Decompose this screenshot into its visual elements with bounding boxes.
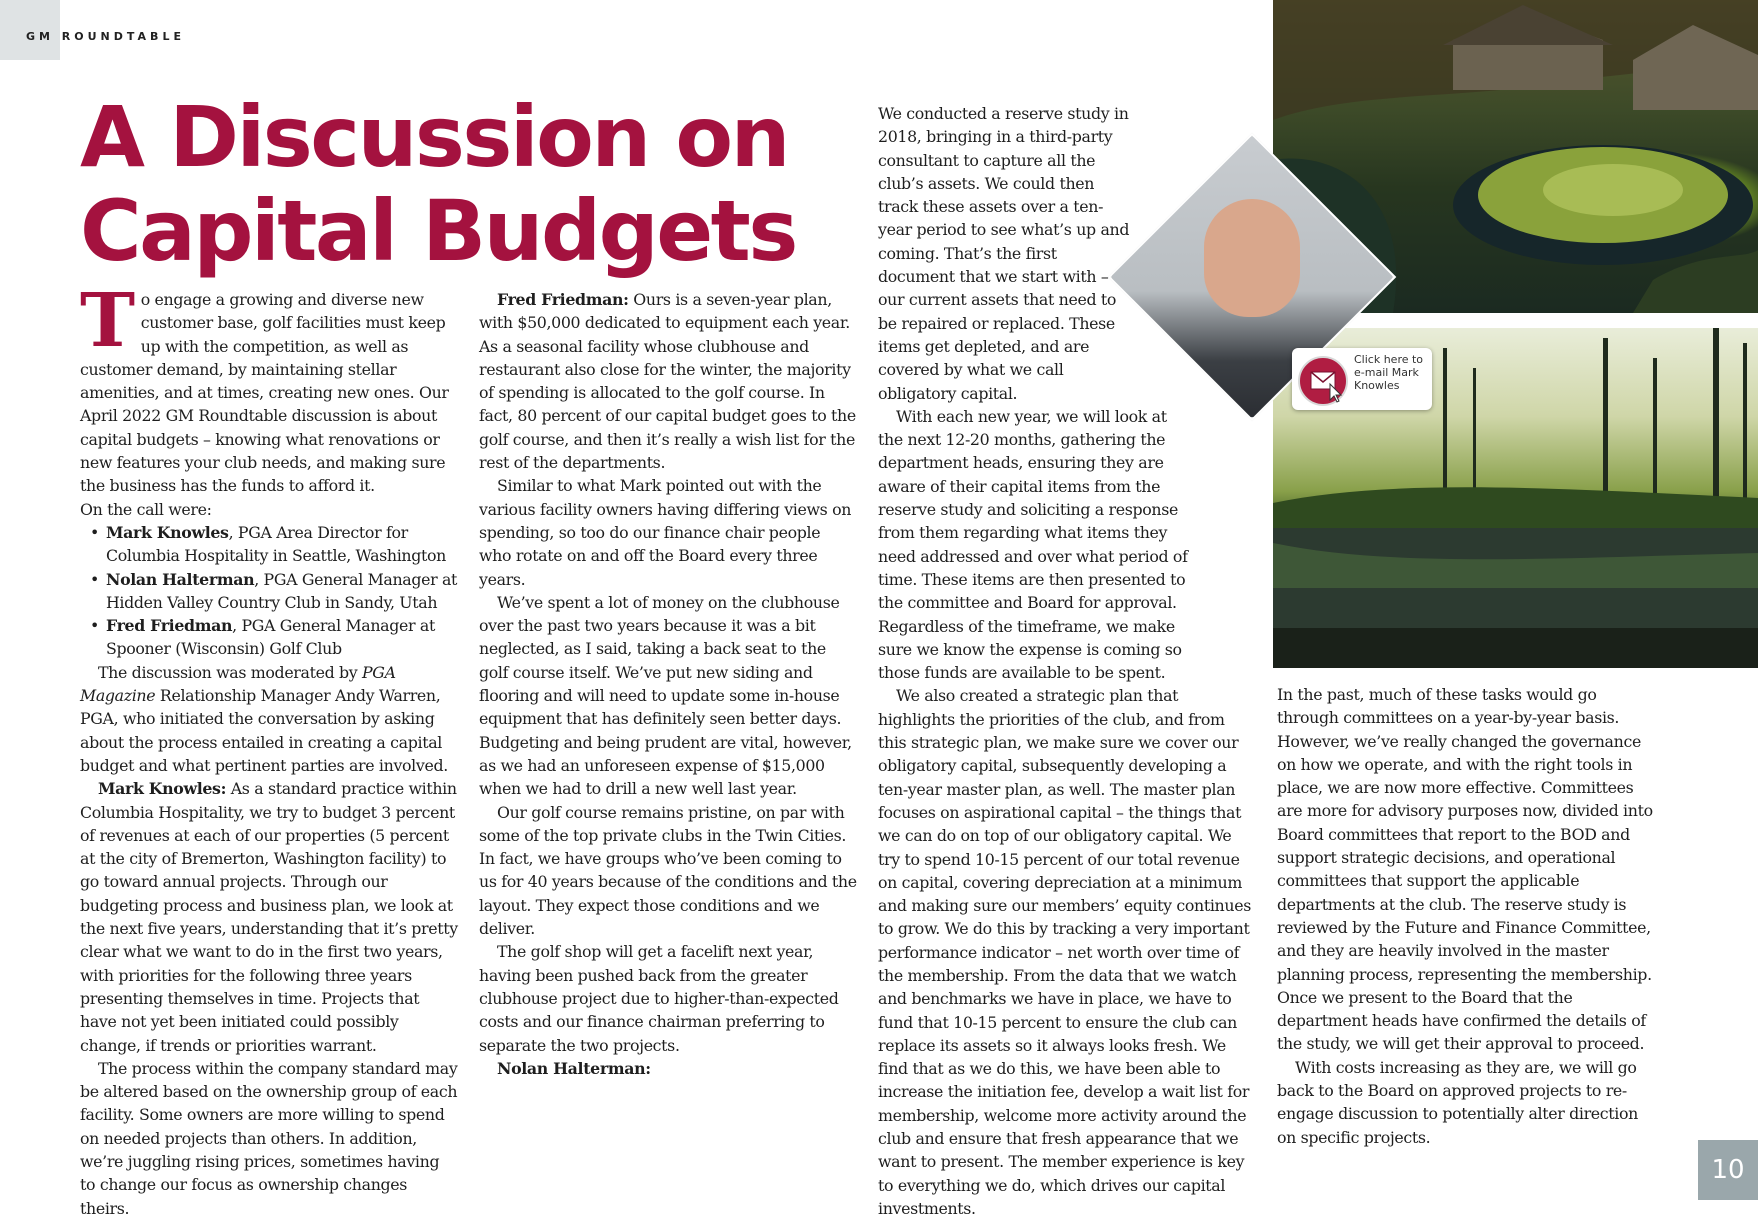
article-column-1 [80, 278, 458, 1220]
article-column-4 [1277, 683, 1655, 1149]
intro-paragraph: To engage a growing and diverse new customer base, golf facilities must keep up with the competition, as well as customer demand, by maintaining stellar amenities, and at times, creating new ones. Our April 2022 GM Roundtable discussion is about capital budgets – knowing what renovations or new features your club needs, and making sure the business has the funds to afford it. [80, 278, 449, 496]
nolan-halterman-paragraph-3: We also created a strategic plan that highlights the priorities of the club, and from this strategic plan, we make sure we cover our obligatory capital, subsequently developing a ten-year master plan, as well. The master plan focuses on aspirational capital – the things that we can do on top of our obligatory capital. We try to spend 10-15 percent of our total revenue on capital, covering depreciation at a minimum and making sure our members’ equity continues to grow. We do this by tracking a very important performance indicator – net worth over time of the membership. From the data that we watch and benchmarks we have in place, we have to fund that 10-15 percent to ensure the club can replace its assets so it always looks fresh. We find that as we do this, we have been able to increase the initiation fee, develop a wait list for membership, welcome more activity around the club and ensure that fresh appearance that we want to present. The member experience is key to everything we do, which drives our capital investments. [878, 686, 1251, 1218]
section-label: GM ROUNDTABLE [26, 30, 185, 43]
nolan-halterman-intro: Nolan Halterman: [497, 1058, 651, 1078]
nolan-halterman-paragraph-5: With costs increasing as they are, we will go back to the Board on approved projects to re-engage discussion to potentially alter direction on specific projects. [1277, 1057, 1638, 1147]
drop-cap: T [80, 278, 135, 364]
participant-list [80, 521, 458, 661]
article-column-3 [878, 102, 1256, 1220]
envelope-icon [1298, 356, 1348, 406]
email-mark-knowles-button[interactable] [1292, 348, 1432, 410]
nolan-halterman-paragraph-4: In the past, much of these tasks would go through committees on a year-by-year basis. However, we’ve really changed the governance on how we operate, and with the right tools in place, we are now more effective. Committees are more for advisory purposes now, divided into Board committees that report to the BOD and support strategic decisions, and operational committees that support the applicable departments at the club. The reserve study is reviewed by the Future and Finance Committee, and they are heavily involved in the master planning process, representing the membership. Once we present to the Board that the department heads have confirmed the details of the study, we will get their approval to proceed. [1277, 685, 1653, 1054]
page-number: 10 [1698, 1140, 1758, 1200]
mark-knowles-paragraph-2: The process within the company standard may be altered based on the ownership group of each facility. Some owners are more willing to spend on needed projects than others. In addition, we’re juggling rising prices, sometimes having to change our focus as ownership changes theirs. [80, 1058, 458, 1218]
title-line-2: Capital Budgets [80, 182, 796, 280]
fred-friedman-paragraph-2: Similar to what Mark pointed out with the various facility owners having differing views on spending, so too do our finance chair people who rotate on and off the Board every three years. [479, 476, 852, 589]
moderator-paragraph: The discussion was moderated by PGA Magazine Relationship Manager Andy Warren, PGA, who initiated the conversation by asking about the process entailed in creating a capital budget and what pertinent parties are involved. [80, 662, 448, 775]
title-line-1: A Discussion on [80, 88, 788, 186]
on-call-label: On the call were: [80, 499, 212, 519]
article-title [80, 90, 796, 278]
email-button-label: Click here to e-mail Mark Knowles [1354, 353, 1424, 392]
mark-knowles-paragraph: Mark Knowles: As a standard practice within Columbia Hospitality, we try to budget 3 percent of revenues at each of our properties (5 percent at the city of Bremerton, Washington facility) to go toward annual projects. Through our budgeting process and business plan, we look at the next five years, understanding that it’s pretty clear what we want to do in the first two years, with priorities for the following three years presenting themselves in time. Projects that have not yet been initiated could possibly change, if trends or priorities warrant. [80, 779, 458, 1055]
fred-friedman-paragraph-5: The golf shop will get a facelift next year, having been pushed back from the greater clubhouse project due to higher-than-expected costs and our finance chairman preferring to separate the two projects. [479, 942, 839, 1055]
fred-friedman-paragraph-3: We’ve spent a lot of money on the clubhouse over the past two years because it was a bit neglected, as I said, taking a back seat to the golf course itself. We’ve put new siding and flooring and will need to update some in-house equipment that has definitely seen better days. Budgeting and being prudent are vital, however, as we had an unforeseen expense of $15,000 when we had to drill a new well last year. [479, 592, 852, 799]
participant-item: • Mark Knowles, PGA Area Director for Columbia Hospitality in Seattle, Washington [80, 521, 458, 568]
nolan-halterman-paragraph-2: With each new year, we will look at the next 12-20 months, gathering the department heads, ensuring they are aware of their capital items from the reserve study and soliciting a response from them regarding what items they need addressed and over what period of time. These items are then presented to the committee and Board for approval. Regardless of the timeframe, we make sure we know the expense is coming so those funds are available to be spent. [878, 406, 1188, 683]
nolan-halterman-paragraph: We conducted a reserve study in 2018, bringing in a third-party consultant to capture all the club’s assets. We could then track these assets over a ten-year period to see what’s up and coming. That’s the first document that we start with – our current assets that need to be repaired or replaced. These items get depleted, and are covered by what we call obligatory capital. [878, 104, 1130, 403]
article-column-2-body [479, 288, 857, 1080]
fred-friedman-paragraph-4: Our golf course remains pristine, on par with some of the top private clubs in the Twin Cities. In fact, we have groups who’ve been coming to us for 40 years because of the conditions and the layout. They expect those conditions and we deliver. [479, 802, 857, 939]
participant-item: • Nolan Halterman, PGA General Manager at Hidden Valley Country Club in Sandy, Utah [80, 568, 458, 615]
participant-item: • Fred Friedman, PGA General Manager at Spooner (Wisconsin) Golf Club [80, 614, 458, 661]
fred-friedman-paragraph: Fred Friedman: Ours is a seven-year plan, with $50,000 dedicated to equipment each year. As a seasonal facility whose clubhouse and restaurant also close for the winter, the majority of spending is allocated to the golf course. In fact, 80 percent of our capital budget goes to the golf course, and then it’s really a wish list for the rest of the departments. [479, 290, 856, 473]
